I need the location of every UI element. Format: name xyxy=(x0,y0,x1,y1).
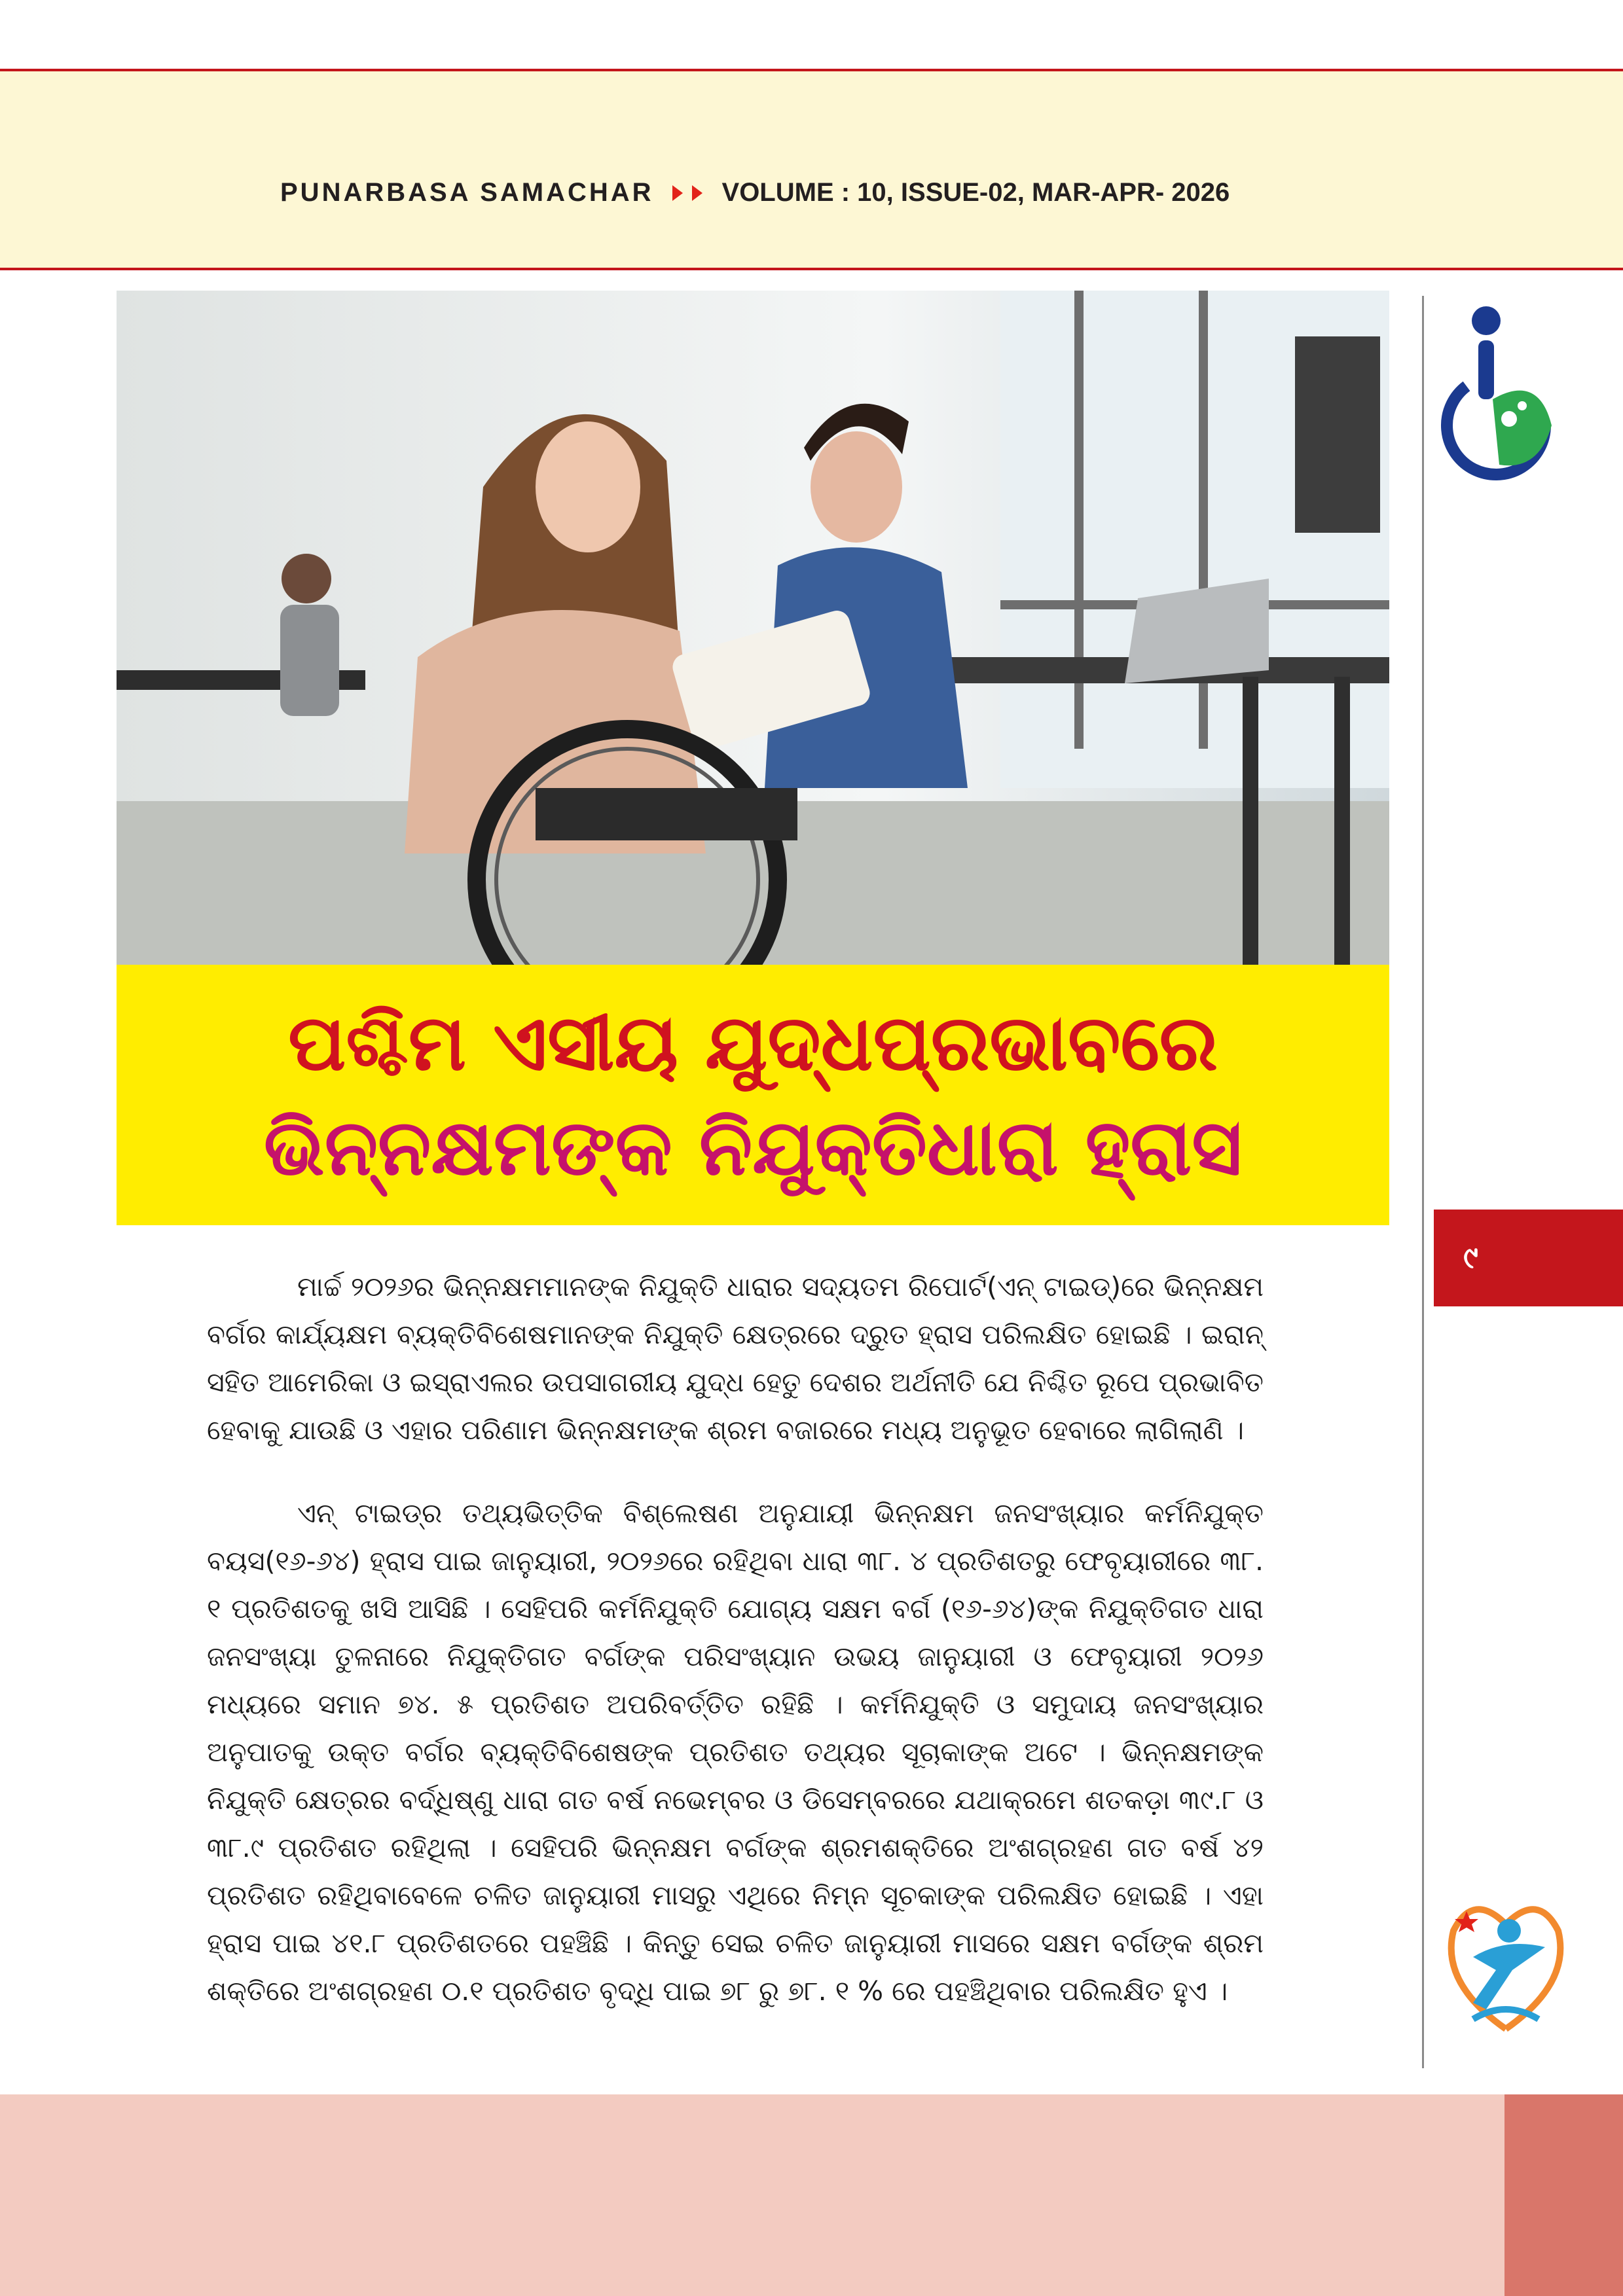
page-number: ୯ xyxy=(1463,1240,1478,1275)
running-header xyxy=(280,178,1230,207)
footer-tab xyxy=(1504,2094,1623,2296)
page-number-tab xyxy=(1434,1210,1623,1306)
article-paragraph-2: ଏନ୍ ଟାଇଡ୍‌ର ତଥ୍ୟଭିତ୍ତିକ ବିଶ୍ଲେଷଣ ଅନୁଯାୟୀ ଭିନ୍ନକ୍ଷମ ଜନସଂଖ୍ୟାର କର୍ମନିଯୁକ୍ତ ବୟସ(୧୬-୬୪) ହ୍ରାସ ପାଇ ଜାନୁୟାରୀ, ୨୦୨୬ରେ ରହିଥିବା ଧାରା ୩୮. ୪ ପ୍ରତିଶତରୁ ଫେବୃୟାରୀରେ ୩୮. ୧ ପ୍ରତିଶତକୁ ଖସି ଆସିଛି । ସେହିପରି କର୍ମନିଯୁକ୍ତି ଯୋଗ୍ୟ ସକ୍ଷମ ବର୍ଗ (୧୬-୬୪)ଙ୍କ ନିଯୁକ୍ତିଗତ ଧାରା ଜନସଂଖ୍ୟା ତୁଳନାରେ ନିଯୁକ୍ତିଗତ ବର୍ଗଙ୍କ ପରିସଂଖ୍ୟାନ ଉଭୟ ଜାନୁୟାରୀ ଓ ଫେବୃୟାରୀ ୨୦୨୬ ମଧ୍ୟରେ ସମାନ ୭୪. ୫ ପ୍ରତିଶତ ଅପରିବର୍ତ୍ତିତ ରହିଛି । କର୍ମନିଯୁକ୍ତି ଓ ସମୁଦାୟ ଜନସଂଖ୍ୟାର ଅନୁପାତକୁ ଉକ୍ତ ବର୍ଗର ବ୍ୟକ୍ତିବିଶେଷଙ୍କ ପ୍ରତିଶତ ତଥ୍ୟର ସୂଚାକାଙ୍କ ଅଟେ । ଭିନ୍ନକ୍ଷମଙ୍କ ନିଯୁକ୍ତି କ୍ଷେତ୍ରର ବର୍ଦ୍ଧିଷ୍ଣୁ ଧାରା ଗତ ବର୍ଷ ନଭେମ୍ବର ଓ ଡିସେମ୍ବରରେ ଯଥାକ୍ରମେ ଶତକଡ଼ା ୩୯.୮ ଓ ୩୮.୯ ପ୍ରତିଶତ ରହିଥିଲା । ସେହିପରି ଭିନ୍ନକ୍ଷମ ବର୍ଗଙ୍କ ଶ୍ରମଶକ୍ତିରେ ଅଂଶଗ୍ରହଣ ଗତ ବର୍ଷ ୪୨ ପ୍ରତିଶତ ରହିଥିବାବେଳେ ଚଳିତ ଜାନୁୟାରୀ ମାସରୁ ଏଥିରେ ନିମ୍ନ ସୂଚକାଙ୍କ ପରିଲକ୍ଷିତ ହୋଇଛି । ଏହା ହ୍ରାସ ପାଇ ୪୧.୮ ପ୍ରତିଶତରେ ପହଞ୍ଚିଛି । କିନ୍ତୁ ସେଇ ଚଳିତ ଜାନୁୟାରୀ ମାସରେ ସକ୍ଷମ ବର୍ଗଙ୍କ ଶ୍ରମ ଶକ୍ତିରେ ଅଂଶଗ୍ରହଣ ୦.୧ ପ୍ରତିଶତ ବୃଦ୍ଧି ପାଇ ୭୮ ରୁ ୭୮. ୧ % ରେ ପହଞ୍ଚିଥିବାର ପରିଲକ୍ଷିତ ହୁଏ । xyxy=(207,1498,1264,2007)
arrow-icon xyxy=(692,185,702,201)
publication-name: PUNARBASA SAMACHAR xyxy=(280,178,654,207)
headline-line-2: ଭିନ୍ନକ୍ଷମଙ୍କ ନିଯୁକ୍ତିଧାରା ହ୍ରାସ xyxy=(263,1102,1243,1193)
header-band xyxy=(0,69,1623,270)
arrow-icon xyxy=(672,185,683,201)
office-wheelchair-photo-icon xyxy=(117,291,1389,965)
headline-box xyxy=(117,965,1389,1225)
article-paragraph-1: ମାର୍ଚ୍ଚ ୨୦୨୬ର ଭିନ୍ନକ୍ଷମମାନଙ୍କ ନିଯୁକ୍ତି ଧାରାର ସଦ୍ୟତମ ରିପୋର୍ଟ(ଏନ୍ ଟାଇଡ୍)ରେ ଭିନ୍ନକ୍ଷମ ବର୍ଗର କାର୍ଯ୍ୟକ୍ଷମ ବ୍ୟକ୍ତିବିଶେଷମାନଙ୍କ ନିଯୁକ୍ତି କ୍ଷେତ୍ରରେ ଦ୍ରୁତ ହ୍ରାସ ପରିଲକ୍ଷିତ ହୋଇଛି । ଇରାନ୍ ସହିତ ଆମେରିକା ଓ ଇସ୍ରାଏଲର ଉପସାଗରୀୟ ଯୁଦ୍ଧ ହେତୁ ଦେଶର ଅର୍ଥନୀତି ଯେ ନିଶ୍ଚିତ ରୂପେ ପ୍ରଭାବିତ ହେବାକୁ ଯାଉଛି ଓ ଏହାର ପରିଣାମ ଭିନ୍ନକ୍ଷମଙ୍କ ଶ୍ରମ ବଜାରରେ ମଧ୍ୟ ଅନୁଭୂତ ହେବାରେ ଲାଗିଲାଣି । xyxy=(207,1271,1264,1446)
headline-line-1: ପଶ୍ଚିମ ଏସୀୟ ଯୁଦ୍ଧପ୍ରଭାବରେ xyxy=(287,997,1218,1088)
article-photo xyxy=(117,291,1389,965)
footer-band xyxy=(0,2094,1504,2296)
disability-logo-icon xyxy=(1440,301,1571,497)
heart-people-logo-icon xyxy=(1434,1885,1578,2042)
article-body xyxy=(207,1263,1264,2051)
header-arrows xyxy=(672,185,702,201)
margin-divider xyxy=(1422,296,1424,2068)
issue-info: VOLUME : 10, ISSUE-02, MAR-APR- 2026 xyxy=(721,178,1230,207)
